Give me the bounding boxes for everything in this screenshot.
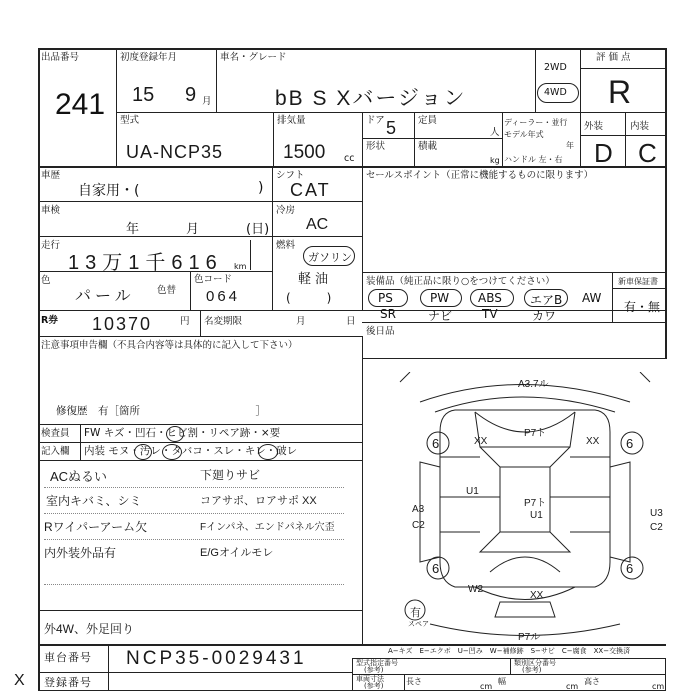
handle-label: ハンドル 左・右 xyxy=(504,155,563,164)
doors-value: 5 xyxy=(386,118,397,138)
diagram-roof-label-2: U1 xyxy=(530,510,543,521)
lot-number: 241 xyxy=(55,88,106,121)
chassis-label: 車台番号 xyxy=(44,651,92,664)
tire-fr-value: 6 xyxy=(626,436,634,451)
name-change-month: 月 xyxy=(296,316,306,327)
grid-h21 xyxy=(38,672,352,673)
length-unit: cm xyxy=(480,682,493,691)
grid-h13 xyxy=(362,322,666,323)
grade-value: R xyxy=(608,74,632,110)
equip-pw: PW xyxy=(430,291,450,305)
grid-h15 xyxy=(362,358,666,359)
grid-h4 xyxy=(580,135,666,136)
height-unit: cm xyxy=(652,682,665,691)
load-unit: kg xyxy=(490,156,500,165)
grid-h24 xyxy=(352,674,666,675)
grid-h17 xyxy=(38,442,362,443)
model-year-unit: 年 xyxy=(566,141,574,150)
height-label: 高さ xyxy=(584,677,600,686)
first-reg-unit: 月 xyxy=(202,96,212,107)
first-reg-year: 15 xyxy=(132,84,155,106)
car-name-value: bB S Xバージョン xyxy=(275,87,467,110)
lot-label: 出品番号 xyxy=(41,52,80,63)
repaint-label: 色替 xyxy=(157,285,177,296)
grid-h12 xyxy=(362,272,666,273)
grid-v1 xyxy=(116,48,117,166)
fuel-diesel: 軽油 xyxy=(298,272,333,287)
displacement-unit: cc xyxy=(344,153,355,164)
grid-h1 xyxy=(116,112,580,113)
usage-value: 自家用・( xyxy=(78,183,140,199)
color-code-label: 色コード xyxy=(194,274,233,285)
repair-history: 修復歴 有［箇所 ］ xyxy=(56,405,266,417)
entry-circle-1 xyxy=(134,444,152,460)
diagram-roof-label: P7ト xyxy=(524,498,547,509)
name-change-label: 名変期限 xyxy=(204,316,243,327)
width-unit: cm xyxy=(566,682,579,691)
remark-left-2: 室内キバミ、シミ xyxy=(46,494,142,508)
model-year-label: モデル年式 xyxy=(504,130,544,139)
corner-mark: X xyxy=(14,672,25,689)
mileage-unit: km xyxy=(234,262,247,271)
grid-v11 xyxy=(362,166,363,311)
shift-value: CAT xyxy=(290,180,331,200)
diagram-left-a3: A3 xyxy=(412,504,425,515)
grid-v17 xyxy=(108,644,109,691)
grid-v7 xyxy=(414,112,415,166)
displacement-label: 排気量 xyxy=(277,115,306,126)
grid-h14 xyxy=(612,288,666,289)
border-top xyxy=(38,48,666,50)
entry-items: 内装 モヌ・汚レ・タバコ・スレ・キレ・破レ xyxy=(84,445,298,457)
grid-h6 xyxy=(38,166,666,168)
class-number-ref: (参考) xyxy=(522,666,542,674)
load-label: 積載 xyxy=(418,141,438,152)
grid-h22 xyxy=(38,690,352,691)
grid-h19 xyxy=(38,610,362,611)
diagram-right-u3: U3 xyxy=(650,508,663,519)
inspection-label: 車検 xyxy=(41,205,61,216)
border-left xyxy=(38,48,40,691)
xx-rear: XX xyxy=(530,590,544,601)
grid-h18 xyxy=(38,460,362,461)
grid-v20 xyxy=(510,658,511,674)
int-grade-label: 内装 xyxy=(630,121,650,132)
usage-label: 車歴 xyxy=(41,170,61,181)
grid-v3 xyxy=(535,48,536,112)
grid-h16 xyxy=(38,424,362,425)
entry-label: 記入欄 xyxy=(41,446,70,457)
sales-point-label: セールスポイント（正常に機能するものに限ります） xyxy=(366,170,594,181)
drive-2wd: 2WD xyxy=(544,62,567,73)
inspection-day: (日) xyxy=(246,222,270,237)
tire-fl-value: 6 xyxy=(432,436,440,451)
color-code-value: 064 xyxy=(206,288,241,305)
ext-grade-label: 外装 xyxy=(584,121,604,132)
dealer-label: ディーラー・並行 xyxy=(504,118,568,127)
entry-circle-2 xyxy=(162,444,182,460)
grid-v16 xyxy=(80,424,81,460)
diagram-bottom-label: P7ル xyxy=(518,632,541,643)
equip-aw: AW xyxy=(582,291,602,305)
capacity-unit: 人 xyxy=(490,127,500,138)
ac-label: 冷房 xyxy=(276,205,296,216)
notes-label: 注意事項申告欄（不具合内容等は具体的に記入して下さい） xyxy=(41,340,298,351)
equip-navi: ナビ xyxy=(428,309,453,323)
fuel-other: ( ) xyxy=(286,291,332,305)
grid-h11 xyxy=(38,336,362,337)
grid-h23 xyxy=(352,658,666,659)
remarks-dotted-2 xyxy=(44,538,344,540)
car-name-label: 車名・グレード xyxy=(220,52,287,63)
equip-airbag: エアB xyxy=(530,293,563,307)
displacement-value: 1500 xyxy=(283,142,326,163)
model-value: UA-NCP35 xyxy=(126,142,224,162)
diagram-right-c2: C2 xyxy=(650,522,663,533)
diagram-left-c2: C2 xyxy=(412,520,425,531)
color-value: パール xyxy=(75,288,135,305)
drive-4wd: 4WD xyxy=(544,87,567,98)
inspection-year: 年 xyxy=(126,222,140,237)
diagram-left-door: U1 xyxy=(466,486,479,497)
grid-v15 xyxy=(362,336,363,646)
remark-left-4: 内外装外品有 xyxy=(44,546,117,560)
grid-h20 xyxy=(38,644,666,646)
remarks-dotted xyxy=(44,564,344,585)
doors-label: ドア xyxy=(366,115,385,126)
xx-front-left: XX xyxy=(474,436,488,447)
equipment-label: 装備品（純正品に限り○をつけてください） xyxy=(366,276,555,287)
grid-h3 xyxy=(580,112,666,113)
grid-v21 xyxy=(404,674,405,690)
grade-label: 評価点 xyxy=(596,52,634,63)
tire-rl-value: 6 xyxy=(432,561,440,576)
shift-label: シフト xyxy=(276,170,305,181)
first-reg-label: 初度登録年月 xyxy=(120,52,178,63)
color-label: 色 xyxy=(41,275,51,286)
grid-v6 xyxy=(362,112,363,166)
remark-right-1: 下廻りサビ xyxy=(200,468,261,482)
tire-rr-value: 6 xyxy=(626,561,634,576)
grid-v19 xyxy=(665,658,666,691)
first-reg-month: 9 xyxy=(185,84,197,106)
grid-v13 xyxy=(200,310,201,336)
mileage-label: 走行 xyxy=(41,240,61,251)
remark-right-3: Fインパネ、エンドパネル穴歪 xyxy=(200,522,335,533)
grid-h25 xyxy=(352,690,666,691)
spare-mark: 有 xyxy=(410,607,421,619)
remark-left-3: Rワイパーアーム欠 xyxy=(44,520,148,534)
grid-v8 xyxy=(502,112,503,166)
inspector-circle xyxy=(166,426,184,442)
fuel-label: 燃料 xyxy=(276,240,296,251)
xx-front-right: XX xyxy=(586,436,600,447)
int-grade-value: C xyxy=(638,138,657,168)
ext-grade-value: D xyxy=(594,138,613,168)
grid-h8 xyxy=(38,236,362,237)
width-label: 幅 xyxy=(498,677,506,686)
fuel-gasoline: ガソリン xyxy=(308,251,352,264)
diagram-hood-label: P7ト xyxy=(524,428,547,439)
registration-label: 登録番号 xyxy=(44,676,92,689)
bottom-note: 外4W、外足回り xyxy=(44,622,135,636)
chassis-value: NCP35-0029431 xyxy=(126,648,307,669)
recycle-label: R券 xyxy=(41,315,58,326)
remark-right-2: コアサポ、ロアサポ XX xyxy=(200,495,317,507)
type-designation-label: 型式指定番号 xyxy=(356,659,398,667)
equip-tv: TV xyxy=(482,307,498,321)
addendum-label: 後日品 xyxy=(366,326,395,337)
diagram-w2: W2 xyxy=(468,584,483,595)
recycle-value: 10370 xyxy=(92,314,153,334)
type-designation-ref: (参考) xyxy=(364,666,384,674)
entry-circle-3 xyxy=(258,444,278,460)
remarks-dotted-4 xyxy=(44,486,344,488)
diagram-top-label: A3.7ル xyxy=(518,379,549,390)
recycle-unit: 円 xyxy=(180,316,190,327)
mileage-value: 13万1千616 xyxy=(68,252,223,274)
name-change-day: 日 xyxy=(346,316,356,327)
equip-leather: カワ xyxy=(532,309,557,323)
shape-label: 形状 xyxy=(366,141,386,152)
grid-h5 xyxy=(580,68,666,69)
mileage-sep xyxy=(250,240,251,270)
dimensions-ref: (参考) xyxy=(364,682,384,690)
spare-label: スペア xyxy=(408,620,429,628)
grid-v10 xyxy=(272,166,273,310)
length-label: 長さ xyxy=(406,677,422,686)
class-number-label: 類別区分番号 xyxy=(514,659,556,667)
ac-value: AC xyxy=(306,216,329,233)
dimensions-label: 車両寸法 xyxy=(356,675,384,683)
grid-v14 xyxy=(612,272,613,322)
model-label: 型式 xyxy=(120,115,140,126)
inspection-month: 月 xyxy=(186,222,200,237)
grid-v5 xyxy=(273,112,274,166)
equip-ps: PS xyxy=(378,291,393,305)
border-right-top xyxy=(665,48,667,359)
grid-v9 xyxy=(625,112,626,166)
remark-right-4: E/Gオイルモレ xyxy=(200,547,274,559)
remarks-dotted-3 xyxy=(44,512,344,514)
legend: A−キズ E−エクボ U−凹み W−補修跡 S−サビ C−腐食 XX−交換済 xyxy=(388,647,631,655)
grid-v4 xyxy=(580,48,581,166)
capacity-label: 定員 xyxy=(418,115,438,126)
grid-h7 xyxy=(38,201,362,202)
grid-v12 xyxy=(190,271,191,311)
grid-v2 xyxy=(216,48,217,112)
inspector-label: 検査員 xyxy=(41,428,70,439)
grid-h10 xyxy=(38,310,666,311)
usage-close: ) xyxy=(258,180,264,196)
grid-h2 xyxy=(362,138,502,139)
equip-abs: ABS xyxy=(478,291,502,305)
warranty-label: 新車保証書 xyxy=(618,277,658,286)
equip-sr: SR xyxy=(380,307,396,321)
remark-left-1: ACぬるい xyxy=(50,469,108,484)
inspector-items: FW キズ・凹石・ヒビ割・リペア跡・×要 xyxy=(84,427,281,439)
warranty-value: 有・無 xyxy=(624,300,661,314)
